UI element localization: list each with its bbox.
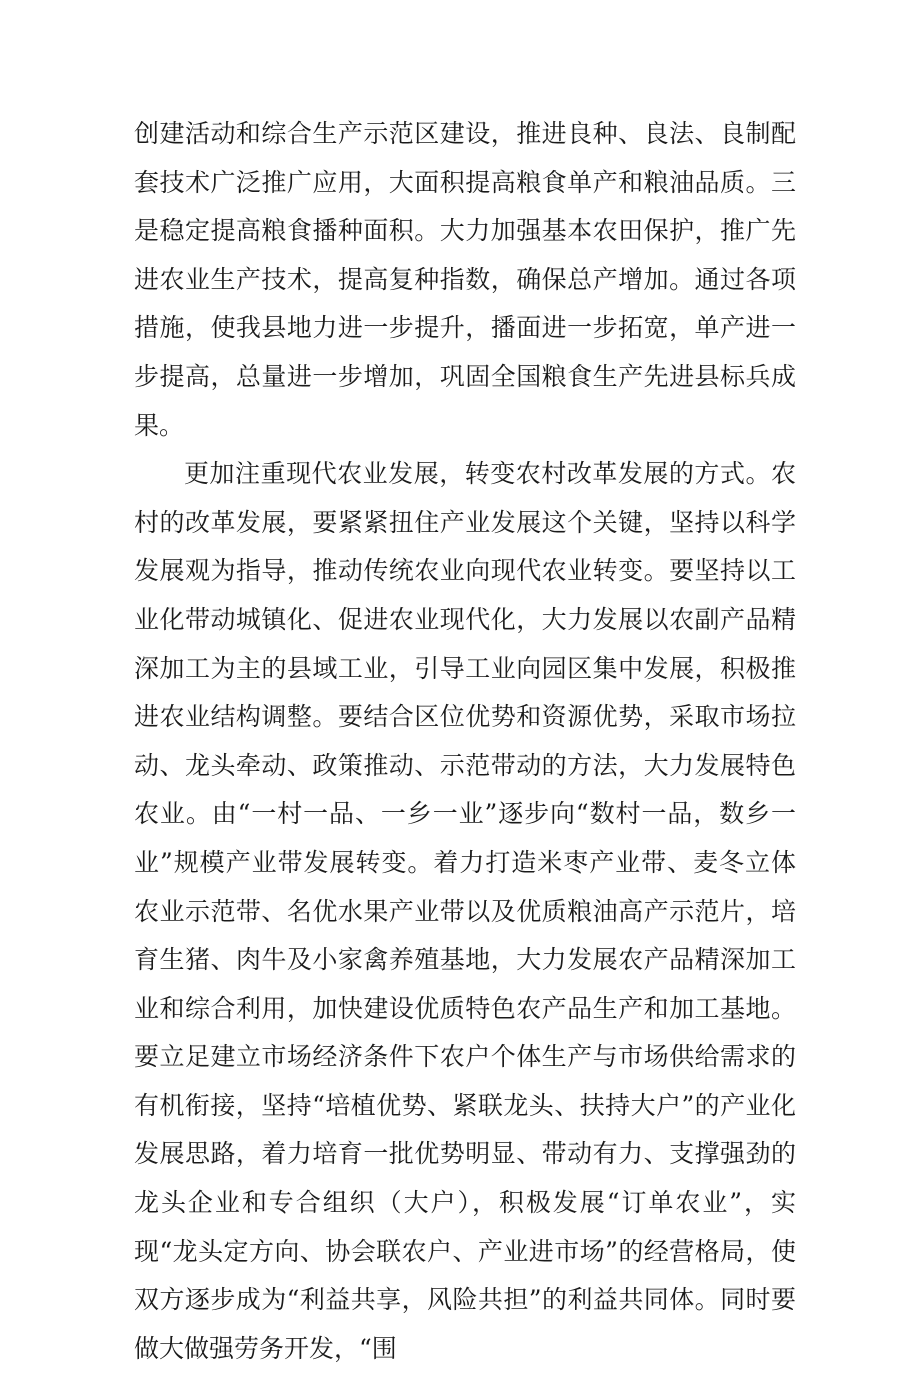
paragraph-continued: 创建活动和综合生产示范区建设，推进良种、良法、良制配套技术广泛推广应用，大面积提高粮食单产和粮油品质。三是稳定提高粮食播种面积。大力加强基本农田保护，推广先进农业生产技术，提高复种指数，确保总产增加。通过各项措施，使我县地力进一步提升，播面进一步拓宽，单产进一步提高，总量进一步增加，巩固全国粮食生产先进县标兵成果。 [134, 119, 796, 440]
document-body [134, 110, 796, 1373]
paragraph-modern-agriculture: 更加注重现代农业发展，转变农村改革发展的方式。农村的改革发展，要紧紧扭住产业发展这个关键，坚持以科学发展观为指导，推动传统农业向现代农业转变。要坚持以工业化带动城镇化、促进农业现代化，大力发展以农副产品精深加工为主的县域工业，引导工业向园区集中发展，积极推进农业结构调整。要结合区位优势和资源优势，采取市场拉动、龙头牵动、政策推动、示范带动的方法，大力发展特色农业。由“一村一品、一乡一业”逐步向“数村一品，数乡一业”规模产业带发展转变。着力打造米枣产业带、麦冬立体农业示范带、名优水果产业带以及优质粮油高产示范片，培育生猪、肉牛及小家禽养殖基地，大力发展农产品精深加工业和综合利用，加快建设优质特色农产品生产和加工基地。要立足建立市场经济条件下农户个体生产与市场供给需求的有机衔接，坚持“培植优势、紧联龙头、扶持大户”的产业化发展思路，着力培育一批优势明显、带动有力、支撑强劲的龙头企业和专合组织（大户），积极发展“订单农业”，实现“龙头定方向、协会联农户、产业进市场”的经营格局，使双方逐步成为“利益共享，风险共担”的利益共同体。同时要做大做强劳务开发，“围 [134, 459, 796, 1363]
